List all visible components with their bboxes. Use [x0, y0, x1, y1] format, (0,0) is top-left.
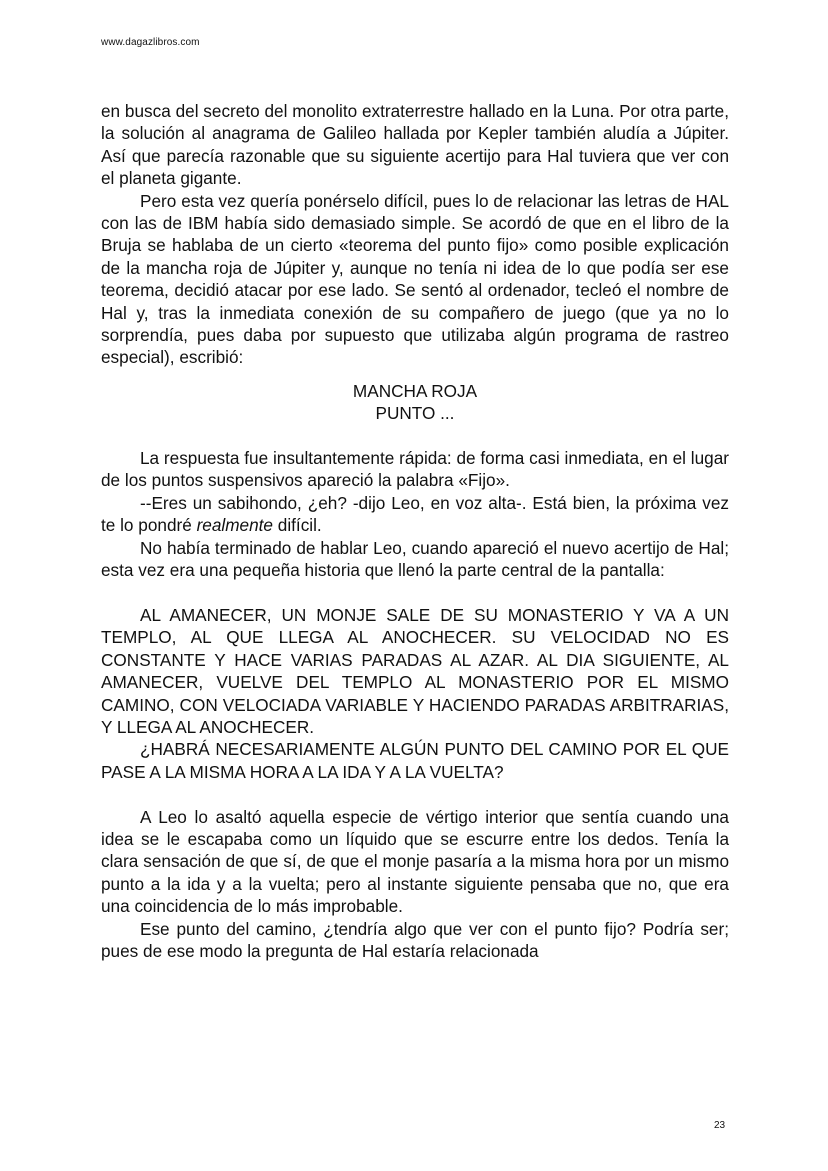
centered-message: [101, 380, 729, 425]
header-url: www.dagazlibros.com: [101, 37, 200, 48]
paragraph-4-emphasis: realmente: [196, 515, 273, 536]
centered-line-2: PUNTO ...: [375, 403, 455, 424]
paragraph-4-end: difícil.: [273, 515, 322, 536]
paragraph-5: No había terminado de hablar Leo, cuando apareció el nuevo acertijo de Hal; esta vez era una pequeña historia que llenó la parte central de la pantalla:: [101, 537, 729, 581]
paragraph-2: Pero esta vez quería ponérselo difícil, pues lo de relacionar las letras de HAL con las de IBM había sido demasiado simple. Se acordó de que en el libro de la Bruja se hablaba de un cierto «teorema del punto fijo» como posible explicación de la mancha roja de Júpiter y, aunque no tenía ni idea de lo que podía ser ese teorema, decidió atacar por ese lado. Se sentó al ordenador, tecleó el nombre de Hal y, tras la inmediata conexión de su compañero de juego (que ya no lo sorprendía, pues daba por supuesto que utilizaba algún programa de rastreo especial), escribió:: [101, 190, 729, 368]
paragraph-6: A Leo lo asaltó aquella especie de vértigo interior que sentía cuando una idea se le escapaba como un líquido que se escurre entre los dedos. Tenía la clara sensación de que sí, de que el monje pasaría a la misma hora por un mismo punto a la ida y a la vuelta; pero al instante siguiente pensaba que no, que era una coincidencia de lo más improbable.: [101, 806, 729, 917]
puzzle-text-2: ¿HABRÁ NECESARIAMENTE ALGÚN PUNTO DEL CAMINO POR EL QUE PASE A LA MISMA HORA A LA IDA Y A LA VUELTA?: [101, 739, 729, 782]
puzzle-block: [101, 604, 729, 783]
paragraph-3: La respuesta fue insultantemente rápida: de forma casi inmediata, en el lugar de los puntos suspensivos apareció la palabra «Fijo».: [101, 448, 729, 491]
page-number: 23: [714, 1120, 726, 1131]
paragraph-4: [101, 492, 729, 537]
paragraph-4-start: --Eres un sabihondo, ¿eh? -dijo Leo, en voz alta-. Está bien, la próxima vez te lo pondré: [101, 492, 729, 536]
centered-line-1: MANCHA ROJA: [352, 380, 478, 401]
paragraph-1: en busca del secreto del monolito extraterrestre hallado en la Luna. Por otra parte, la solución al anagrama de Galileo hallada por Kepler también aludía a Júpiter. Así que parecía razonable que su siguiente acertijo para Hal tuviera que ver con el planeta gigante.: [101, 101, 729, 189]
body-text: [101, 100, 729, 962]
puzzle-text-1: AL AMANECER, UN MONJE SALE DE SU MONASTERIO Y VA A UN TEMPLO, AL QUE LLEGA AL ANOCHECER. SU VELOCIDAD NO ES CONSTANTE Y HACE VARIAS PARADAS AL AZAR. AL DIA SIGUIENTE, AL AMANECER, VUELVE DEL TEMPLO AL MONASTERIO POR EL MISMO CAMINO, CON VELOCIADA VARIABLE Y HACIENDO PARADAS ARBITRARIAS, Y LLEGA AL ANOCHECER.: [101, 604, 729, 737]
paragraph-7: Ese punto del camino, ¿tendría algo que ver con el punto fijo? Podría ser; pues de ese modo la pregunta de Hal estaría relacionada: [101, 918, 729, 961]
